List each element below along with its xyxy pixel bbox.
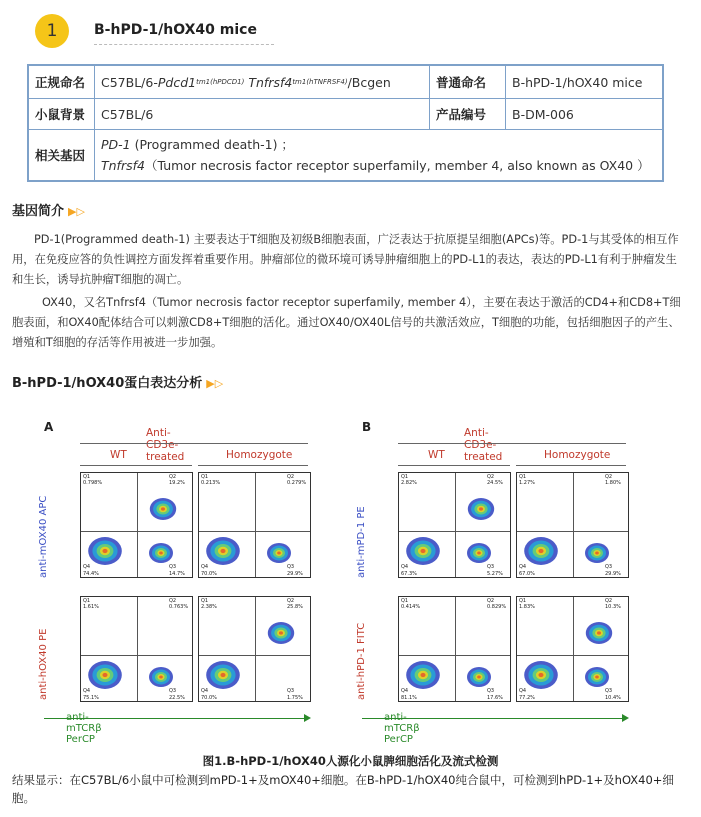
quadrant-value: Q3 [287,564,295,570]
product-code-label: 产品编号 [430,99,506,129]
quadrant-value: Q1 [201,474,209,480]
quadrant-value: Q2 [169,474,177,480]
formal-name-value: C57BL/6- Pdcd1 tm1(hPDCD1) Tnfrsf4 tm1(hTNFRSF4) /Bcgen [95,66,430,98]
column-label-homozygote: Homozygote [544,449,611,461]
column-label-wt: WT [428,449,445,461]
quadrant-value: 1.61% [83,604,99,610]
quadrant-value: 2.82% [401,480,417,486]
y-axis-label: anti-hPD-1 FITC [356,622,367,700]
quadrant-value: 10.3% [605,604,621,610]
quadrant-value: Q3 [487,688,495,694]
quadrant-value: Q4 [201,564,209,570]
flow-plot [398,596,511,702]
quadrant-value: 0.213% [201,480,221,486]
quadrant-value: 0.829% [487,604,507,610]
gene-intro-heading: 基因简介 ▶▷ [12,204,85,219]
quadrant-value: Q2 [169,598,177,604]
column-label-wt: WT [110,449,127,461]
flow-plot [198,472,311,578]
quadrant-value: Q4 [83,688,91,694]
quadrant-value: Q4 [519,688,527,694]
quadrant-value: Q1 [519,474,527,480]
flow-plot [80,596,193,702]
genes-label: 相关基因 [29,130,95,180]
density-dots [517,597,629,702]
flow-plot [516,596,629,702]
quadrant-value: 22.5% [169,695,185,701]
quadrant-value: Q1 [401,598,409,604]
quadrant-value: 24.5% [487,480,503,486]
play-arrow-icon: ▶▷ [68,205,85,218]
treatment-label: Anti-CD3e-treated [464,427,503,463]
quadrant-value: 70.0% [201,571,217,577]
x-axis-arrow-line [362,718,624,719]
figure-caption: 图1.B-hPD-1/hOX40人源化小鼠脾细胞活化及流式检测 [202,754,499,768]
quadrant-value: Q3 [605,688,613,694]
quadrant-value: Q4 [83,564,91,570]
quadrant-value: Q1 [201,598,209,604]
common-name-value: B-hPD-1/hOX40 mice [512,74,643,90]
quadrant-value: 29.9% [287,571,303,577]
quadrant-value: 67.3% [401,571,417,577]
density-dots [81,473,193,578]
quadrant-value: Q2 [487,598,495,604]
table-row [29,130,662,180]
quadrant-value: Q4 [519,564,527,570]
gene-intro-paragraph-2: OX40，又名Tnfrsf4（Tumor necrosis factor receptor superfamily, member 4），主要在表达于激活的CD4+和CD8+T细胞表面，和OX40配体结合可以刺激CD8+T细胞的活化。通过OX40/OX40L信号的共激活效应，T细胞的功能，包括细胞因子的产生、增殖和T细胞的存活等作用被进一步加强。 [12,296,681,349]
result-text: 结果显示：在C57BL/6小鼠中可检测到mPD-1+及mOX40+细胞。在B-hPD-1/hOX40纯合鼠中，可检测到hPD-1+及hOX40+细胞。 [12,773,674,805]
x-axis-arrow-icon [304,714,311,722]
quadrant-value: 0.279% [287,480,307,486]
genes-value: PD-1 (Programmed death-1) ； Tnfrsf4（Tumor necrosis factor receptor superfamily, member 4, also known as OX40 ） [101,137,650,173]
y-axis-label: anti-hOX40 PE [38,628,49,700]
quadrant-value: 0.414% [401,604,421,610]
flow-cytometry-figure [36,410,666,745]
table-row [29,99,662,130]
treatment-line [80,443,308,444]
quadrant-value: Q2 [605,474,613,480]
quadrant-value: Q1 [519,598,527,604]
treatment-label: Anti-CD3e-treated [146,427,185,463]
info-table [27,64,664,182]
formal-name-label: 正规命名 [29,66,95,98]
common-name-label: 普通命名 [430,66,506,98]
quadrant-value: Q2 [287,598,295,604]
density-dots [399,597,511,702]
column-line [198,465,308,466]
quadrant-value: Q2 [605,598,613,604]
flow-plot [80,472,193,578]
quadrant-value: Q3 [605,564,613,570]
quadrant-value: 14.7% [169,571,185,577]
quadrant-value: 70.0% [201,695,217,701]
column-line [80,465,192,466]
quadrant-value: Q4 [201,688,209,694]
density-dots [81,597,193,702]
quadrant-value: 1.75% [287,695,303,701]
x-axis-label: anti-mTCRβ PerCP [66,712,102,745]
quadrant-value: 5.27% [487,571,503,577]
quadrant-value: Q4 [401,564,409,570]
quadrant-value: Q1 [401,474,409,480]
column-line [398,465,510,466]
quadrant-value: 17.6% [487,695,503,701]
density-dots [517,473,629,578]
quadrant-value: 81.1% [401,695,417,701]
x-axis-arrow-line [44,718,306,719]
y-axis-label: anti-mPD-1 PE [356,506,367,578]
quadrant-value: 1.83% [519,604,535,610]
title-underline [94,44,274,45]
quadrant-value: 19.2% [169,480,185,486]
quadrant-value: Q3 [169,688,177,694]
density-dots [199,473,311,578]
quadrant-value: Q3 [487,564,495,570]
quadrant-value: 74.4% [83,571,99,577]
play-arrow-icon: ▶▷ [206,377,224,390]
quadrant-value: 75.1% [83,695,99,701]
table-row [29,66,662,99]
column-line [516,465,626,466]
x-axis-label: anti-mTCRβ PerCP [384,712,420,745]
density-dots [399,473,511,578]
quadrant-value: 0.798% [83,480,103,486]
quadrant-value: 0.763% [169,604,189,610]
flow-plot [398,472,511,578]
quadrant-value: 1.80% [605,480,621,486]
quadrant-value: 77.2% [519,695,535,701]
section-number-badge: 1 [35,14,69,48]
quadrant-value: Q4 [401,688,409,694]
quadrant-value: Q1 [83,598,91,604]
treatment-line [398,443,626,444]
analysis-heading: B-hPD-1/hOX40蛋白表达分析 ▶▷ [12,376,224,391]
background-label: 小鼠背景 [29,99,95,129]
flow-plot [516,472,629,578]
quadrant-value: 10.4% [605,695,621,701]
quadrant-value: 67.0% [519,571,535,577]
flow-plot [198,596,311,702]
background-value: C57BL/6 [95,99,430,129]
column-label-homozygote: Homozygote [226,449,293,461]
x-axis-arrow-icon [622,714,629,722]
gene-intro-paragraph-1: PD-1(Programmed death-1) 主要表达于T细胞及初级B细胞表面，广泛表达于抗原提呈细胞(APCs)等。PD-1与其受体的相互作用，在免疫应答的负性调控方面发挥着重要作用。肿瘤部位的微环境可诱导肿瘤细胞上的PD-L1的表达，表达的PD-L1有利于肿瘤发生和生长，诱导抗肿瘤T细胞的凋亡。 [12,233,679,286]
product-code-value: B-DM-006 [512,106,574,122]
quadrant-value: 29.9% [605,571,621,577]
quadrant-value: Q1 [83,474,91,480]
quadrant-value: Q3 [169,564,177,570]
panel-letter: B [362,420,372,434]
density-dots [199,597,311,702]
panel-letter: A [44,420,54,434]
quadrant-value: Q2 [287,474,295,480]
product-title: B-hPD-1/hOX40 mice [94,22,257,38]
y-axis-label: anti-mOX40 APC [38,495,49,578]
quadrant-value: Q3 [287,688,295,694]
quadrant-value: 1.27% [519,480,535,486]
quadrant-value: 25.8% [287,604,303,610]
quadrant-value: Q2 [487,474,495,480]
quadrant-value: 2.38% [201,604,217,610]
